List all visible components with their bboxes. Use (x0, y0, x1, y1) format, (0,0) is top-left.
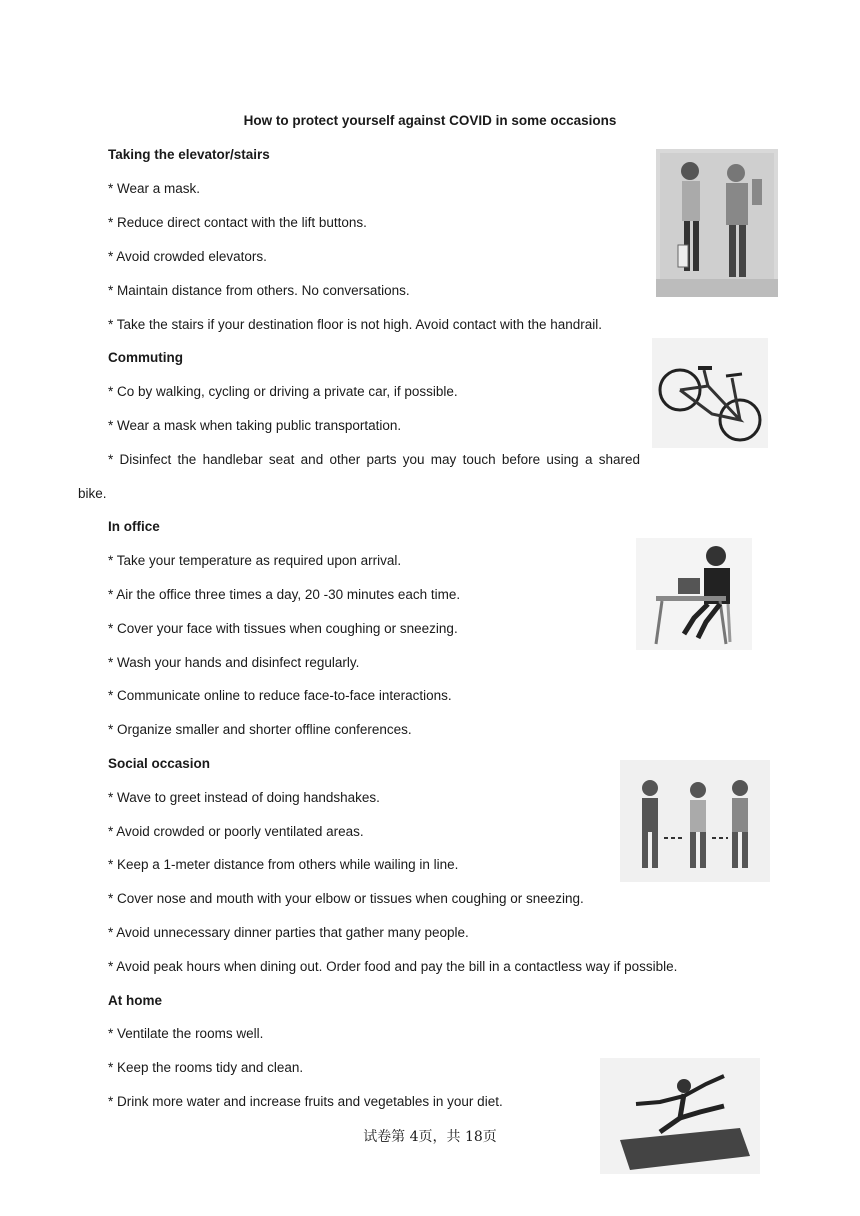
list-item: * Avoid peak hours when dining out. Order food and pay the bill in a contactless way if possible. (108, 959, 678, 974)
social-distance-image (620, 760, 770, 882)
list-item: * Avoid unnecessary dinner parties that gather many people. (108, 925, 469, 940)
list-item: * Cover your face with tissues when coughing or sneezing. (108, 621, 458, 636)
section-heading-elevator: Taking the elevator/stairs (108, 147, 270, 162)
list-item: * Organize smaller and shorter offline conferences. (108, 722, 412, 737)
list-item: * Cover nose and mouth with your elbow or tissues when coughing or sneezing. (108, 891, 584, 906)
section-heading-home: At home (108, 993, 162, 1008)
list-item: * Maintain distance from others. No conversations. (108, 283, 410, 298)
list-item: * Keep the rooms tidy and clean. (108, 1060, 304, 1075)
list-item: * Drink more water and increase fruits and vegetables in your diet. (108, 1094, 503, 1109)
list-item: * Air the office three times a day, 20 -30 minutes each time. (108, 587, 461, 602)
list-item: * Reduce direct contact with the lift buttons. (108, 215, 367, 230)
list-item: * Ventilate the rooms well. (108, 1026, 264, 1041)
section-heading-commuting: Commuting (108, 350, 183, 365)
list-item: * Wash your hands and disinfect regularly. (108, 655, 360, 670)
page-footer: 试卷第 4页，共 18页 (363, 1129, 497, 1145)
elevator-people-image (656, 149, 778, 297)
list-item: * Avoid crowded elevators. (108, 249, 267, 264)
list-item: * Take the stairs if your destination floor is not high. Avoid contact with the handrail. (108, 317, 603, 332)
list-item: * Take your temperature as required upon arrival. (108, 553, 402, 568)
office-worker-image (636, 538, 752, 650)
list-item: * Communicate online to reduce face-to-face interactions. (108, 688, 452, 703)
section-heading-social: Social occasion (108, 756, 211, 771)
list-item-continuation: bike. (78, 486, 107, 501)
list-item: * Avoid crowded or poorly ventilated areas. (108, 824, 364, 839)
page-title: How to protect yourself against COVID in some occasions (243, 113, 617, 128)
list-item: * Disinfect the handlebar seat and other parts you may touch before using a shared (108, 452, 640, 467)
list-item: * Wave to greet instead of doing handshakes. (108, 790, 380, 805)
list-item: * Keep a 1-meter distance from others while wailing in line. (108, 857, 459, 872)
bicycle-image (652, 338, 768, 448)
list-item: * Co by walking, cycling or driving a private car, if possible. (108, 384, 458, 399)
section-heading-office: In office (108, 519, 160, 534)
list-item: * Wear a mask when taking public transportation. (108, 418, 402, 433)
exercise-mat-image (600, 1058, 760, 1174)
list-item: * Wear a mask. (108, 181, 201, 196)
